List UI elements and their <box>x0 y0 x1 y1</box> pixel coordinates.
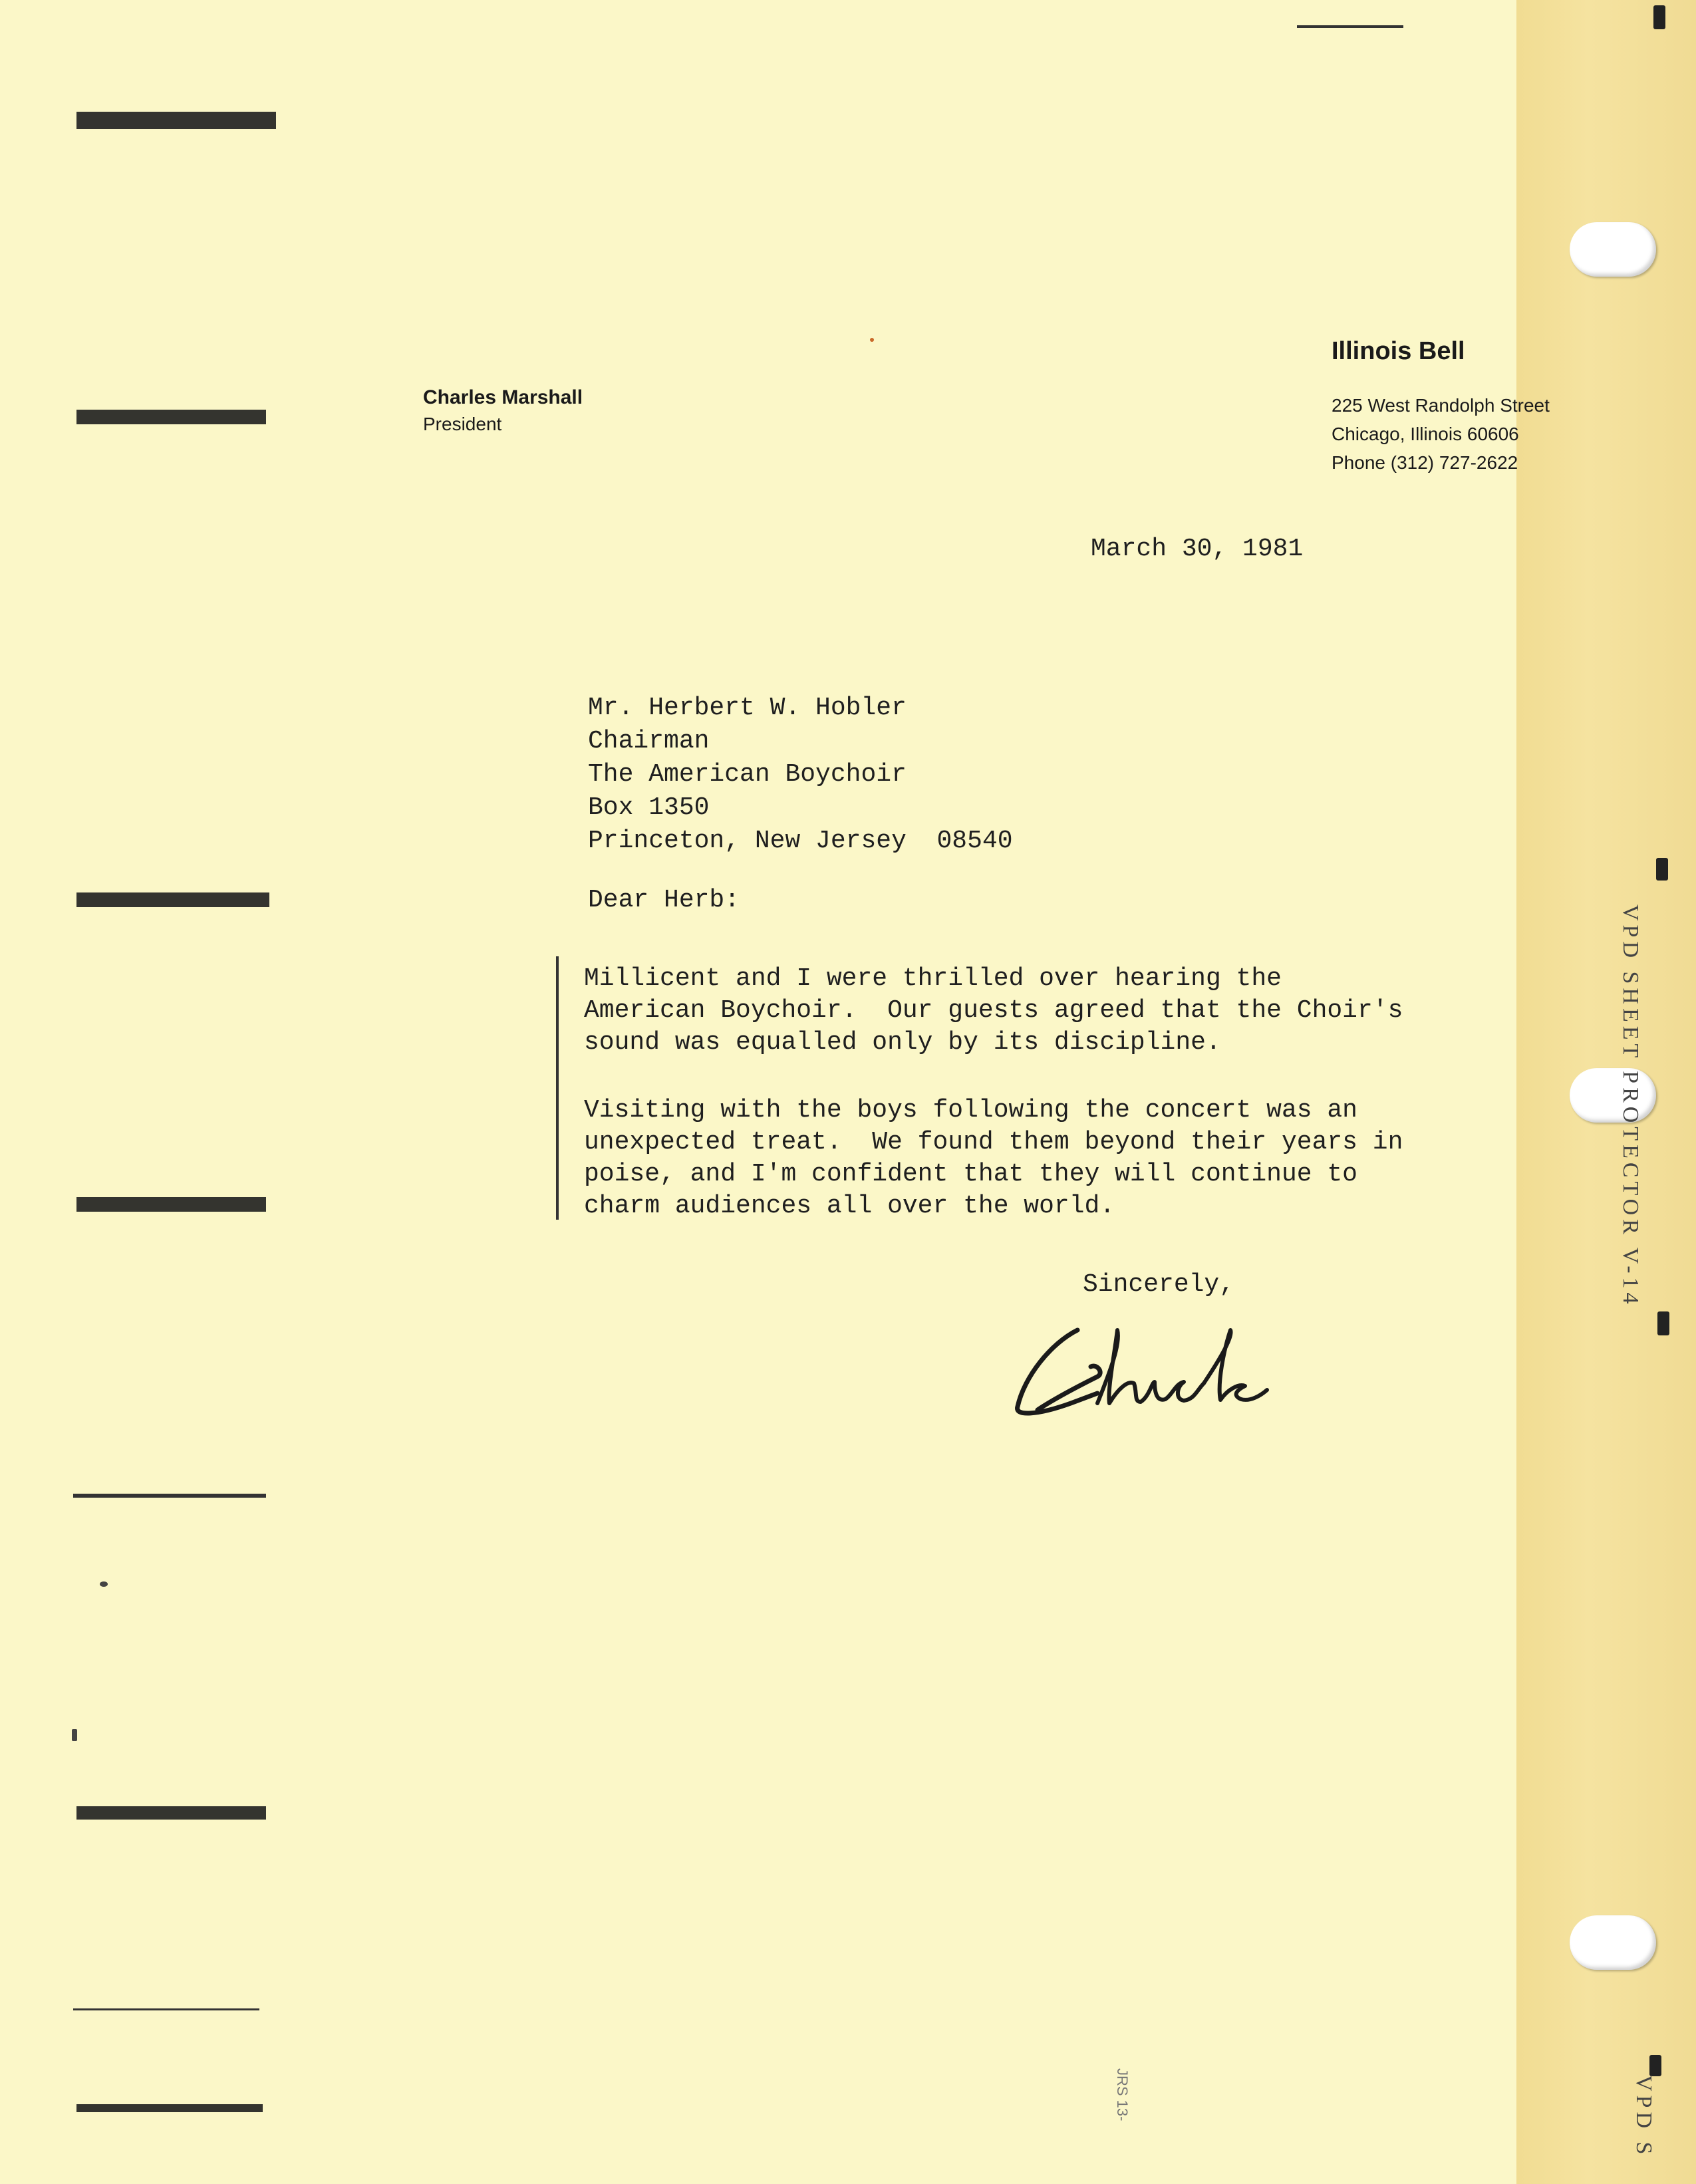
salutation: Dear Herb: <box>588 886 740 914</box>
binder-mark <box>73 2008 259 2010</box>
letter-date: March 30, 1981 <box>1091 535 1304 563</box>
recipient-line: The American Boychoir <box>588 760 907 789</box>
punch-hole <box>1570 1068 1656 1123</box>
margin-rule <box>556 956 559 1220</box>
protector-tick <box>1653 5 1665 29</box>
binder-mark <box>76 1806 266 1820</box>
speck <box>100 1581 108 1587</box>
company-block <box>1332 334 1550 477</box>
body-line: unexpected treat. We found them beyond their years in <box>584 1128 1403 1157</box>
recipient-line: Chairman <box>588 727 710 755</box>
binder-mark <box>76 892 269 907</box>
body-line: American Boychoir. Our guests agreed that the Choir's <box>584 996 1403 1025</box>
margin-note: JRS 13- <box>1114 2068 1131 2121</box>
protector-label: VPD SHEET PROTECTOR V-14 <box>1618 904 1643 1308</box>
body-line: sound was equalled only by its discipline. <box>584 1028 1221 1057</box>
punch-hole <box>1570 1915 1656 1970</box>
recipient-line: Mr. Herbert W. Hobler <box>588 694 907 722</box>
paragraph-1 <box>584 963 1502 1059</box>
body-line: poise, and I'm confident that they will continue to <box>584 1160 1357 1188</box>
binder-mark <box>73 1494 266 1498</box>
body-line: charm audiences all over the world. <box>584 1192 1115 1220</box>
protector-tick <box>1649 2055 1661 2076</box>
signature <box>998 1317 1277 1430</box>
protector-tick <box>1656 858 1668 881</box>
sender-block <box>423 384 583 438</box>
recipient-line: Box 1350 <box>588 793 710 822</box>
company-street: 225 West Randolph Street <box>1332 395 1550 416</box>
recipient-address <box>588 692 1013 858</box>
speck <box>870 338 874 342</box>
sender-title: President <box>423 414 502 434</box>
speck <box>72 1729 77 1741</box>
paragraph-2 <box>584 1095 1502 1222</box>
binder-mark <box>76 1197 266 1212</box>
company-city: Chicago, Illinois 60606 <box>1332 424 1519 444</box>
recipient-line: Princeton, New Jersey 08540 <box>588 827 1013 855</box>
binder-mark <box>76 410 266 424</box>
top-edge-mark <box>1297 25 1403 28</box>
company-name: Illinois Bell <box>1332 337 1465 365</box>
sender-name: Charles Marshall <box>423 386 583 408</box>
protector-label-bottom: VPD S <box>1631 2075 1656 2159</box>
body-line: Visiting with the boys following the concert was an <box>584 1096 1357 1125</box>
punch-hole <box>1570 222 1656 277</box>
body-line: Millicent and I were thrilled over hearing the <box>584 964 1282 993</box>
binder-mark <box>76 112 276 129</box>
company-phone: Phone (312) 727-2622 <box>1332 452 1518 473</box>
closing: Sincerely, <box>1083 1270 1235 1299</box>
protector-tick <box>1657 1311 1669 1335</box>
binder-mark <box>76 2104 263 2112</box>
